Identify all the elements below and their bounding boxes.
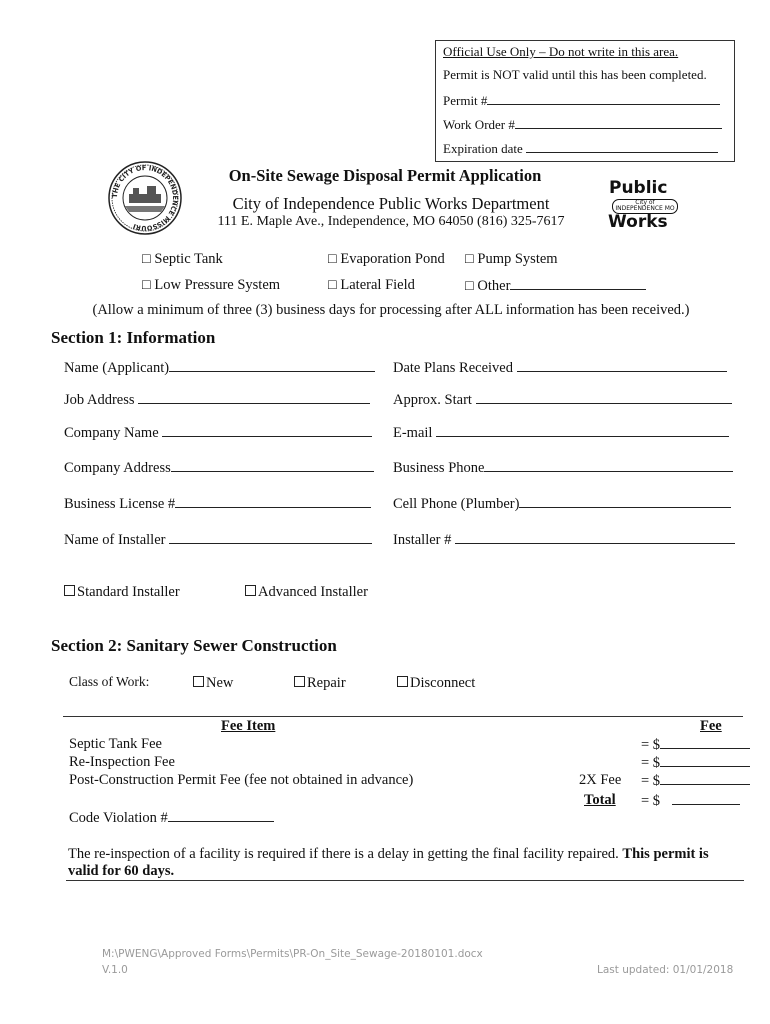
septic-fee-row [641, 736, 750, 754]
validity-notice-bold2: valid for 60 days. [68, 863, 175, 879]
company-name-row [64, 424, 372, 442]
installer-number-row [393, 531, 735, 549]
date-plans-field[interactable] [517, 359, 727, 372]
reinspection-fee-equals: = $ [641, 755, 661, 771]
septic-fee-label: Septic Tank Fee [69, 736, 162, 752]
business-phone-row [393, 459, 733, 477]
date-plans-row [393, 359, 727, 377]
company-name-field[interactable] [162, 424, 372, 437]
date-plans-label: Date Plans Received [393, 360, 513, 376]
footer-version: V.1.0 [102, 964, 128, 976]
name-applicant-field[interactable] [169, 359, 375, 372]
reinspection-notice: The re-inspection of a facility is required if there is a delay in getting the final facility repaired. [68, 846, 619, 862]
job-address-row [64, 391, 370, 409]
checkbox-evaporation-pond[interactable]: □ Evaporation Pond [328, 251, 445, 267]
job-address-label: Job Address [64, 392, 135, 408]
disconnect-label: Disconnect [410, 675, 476, 691]
work-order-row [443, 116, 722, 133]
approx-start-label: Approx. Start [393, 392, 472, 408]
email-row [393, 424, 729, 442]
repair-label: Repair [307, 675, 346, 691]
expiration-row [443, 140, 718, 157]
company-address-field[interactable] [171, 459, 374, 472]
post-construction-fee-field[interactable] [660, 772, 750, 785]
disconnect-box[interactable] [397, 676, 408, 687]
reinspection-fee-row [641, 754, 750, 772]
business-phone-field[interactable] [484, 459, 733, 472]
installer-name-row [64, 531, 372, 549]
reinspection-fee-field[interactable] [660, 754, 750, 767]
code-violation-field[interactable] [168, 809, 274, 822]
department-address: 111 E. Maple Ave., Independence, MO 64050 (816) 325-7617 [217, 214, 565, 229]
form-title: On-Site Sewage Disposal Permit Application [228, 166, 542, 185]
company-address-row [64, 459, 374, 477]
fee-header: Fee [700, 718, 722, 734]
section1-title: Section 1: Information [51, 328, 216, 347]
business-license-field[interactable] [175, 495, 371, 508]
evaporation-pond-label: Evaporation Pond [340, 251, 445, 267]
checkbox-disconnect[interactable] [397, 675, 475, 692]
cell-phone-field[interactable] [519, 495, 731, 508]
checkbox-new[interactable] [193, 675, 233, 692]
code-violation-row [69, 809, 274, 827]
work-order-field[interactable] [515, 116, 722, 129]
permit-number-label: Permit # [443, 93, 488, 108]
total-label: Total [584, 792, 616, 808]
checkbox-advanced-installer[interactable] [245, 584, 368, 601]
other-label: Other [477, 278, 511, 294]
email-field[interactable] [436, 424, 729, 437]
name-applicant-row [64, 359, 375, 377]
official-use-note: Permit is NOT valid until this has been completed. [443, 67, 707, 82]
post-construction-fee-equals: = $ [641, 773, 661, 789]
permit-number-field[interactable] [487, 92, 720, 105]
total-equals: = $ [641, 793, 661, 809]
installer-name-field[interactable] [169, 531, 372, 544]
checkbox-repair[interactable] [294, 675, 346, 692]
installer-name-label: Name of Installer [64, 532, 166, 548]
installer-number-field[interactable] [455, 531, 735, 544]
cell-phone-row [393, 495, 731, 513]
official-use-box [435, 40, 735, 162]
total-row [641, 792, 740, 810]
svg-text:THE CITY OF INDEPENDENCE MISSO: THE CITY OF INDEPENDENCE MISSOURI [110, 163, 180, 233]
processing-note: (Allow a minimum of three (3) business days for processing after ALL information has been received.) [92, 302, 690, 318]
septic-tank-label: Septic Tank [154, 251, 223, 267]
job-address-field[interactable] [138, 391, 370, 404]
cell-phone-label: Cell Phone (Plumber) [393, 496, 520, 512]
company-name-label: Company Name [64, 425, 159, 441]
logo-public-text: Public [609, 178, 668, 198]
reinspection-fee-label: Re-Inspection Fee [69, 754, 175, 770]
business-phone-label: Business Phone [393, 460, 485, 476]
lateral-field-label: Lateral Field [340, 277, 415, 293]
code-violation-label: Code Violation # [69, 810, 168, 826]
checkbox-pump-system[interactable]: □ Pump System [465, 251, 558, 267]
expiration-field[interactable] [526, 140, 718, 153]
footer-file-path: M:\PWENG\Approved Forms\Permits\PR-On_Site_Sewage-20180101.docx [102, 948, 483, 960]
new-label: New [206, 675, 234, 691]
standard-installer-label: Standard Installer [77, 584, 180, 600]
department-name: City of Independence Public Works Department [232, 194, 550, 213]
checkbox-lateral-field[interactable]: □ Lateral Field [328, 277, 415, 293]
logo-city-text: City of INDEPENDENCE MO [612, 199, 678, 214]
total-field[interactable] [672, 792, 740, 805]
company-address-label: Company Address [64, 460, 171, 476]
checkbox-other[interactable]: □ Other [465, 277, 646, 295]
approx-start-field[interactable] [476, 391, 732, 404]
validity-notice-line1 [68, 846, 709, 863]
footer-last-updated: Last updated: 01/01/2018 [597, 964, 734, 976]
checkbox-septic-tank[interactable]: □ Septic Tank [142, 251, 223, 267]
validity-notice-bold1: This permit is [622, 846, 709, 862]
installer-number-label: Installer # [393, 532, 452, 548]
advanced-installer-label: Advanced Installer [258, 584, 368, 600]
post-construction-fee-row [641, 772, 750, 790]
standard-installer-box[interactable] [64, 585, 75, 596]
business-license-label: Business License # [64, 496, 176, 512]
pump-system-label: Pump System [477, 251, 558, 267]
logo-works-text: Works [608, 212, 668, 232]
fee-item-header: Fee Item [221, 718, 276, 734]
fee-table-top-rule [63, 716, 743, 717]
section2-title: Section 2: Sanitary Sewer Construction [51, 636, 337, 655]
low-pressure-label: Low Pressure System [154, 277, 281, 293]
other-field[interactable] [510, 277, 646, 290]
checkbox-low-pressure[interactable]: □ Low Pressure System [142, 277, 281, 293]
expiration-label: Expiration date [443, 141, 523, 156]
permit-number-row [443, 92, 720, 109]
septic-fee-equals: = $ [641, 737, 661, 753]
new-box[interactable] [193, 676, 204, 687]
email-label: E-mail [393, 425, 433, 441]
repair-box[interactable] [294, 676, 305, 687]
public-works-logo [606, 178, 684, 232]
checkbox-standard-installer[interactable] [64, 584, 180, 601]
class-of-work-label: Class of Work: [69, 674, 150, 689]
approx-start-row [393, 391, 732, 409]
official-use-heading: Official Use Only – Do not write in this area. [443, 44, 679, 59]
two-x-fee-label: 2X Fee [579, 772, 622, 788]
advanced-installer-box[interactable] [245, 585, 256, 596]
septic-fee-field[interactable] [660, 736, 750, 749]
name-applicant-label: Name (Applicant) [64, 360, 170, 376]
business-license-row [64, 495, 371, 513]
work-order-label: Work Order # [443, 117, 515, 132]
notice-bottom-rule [66, 880, 744, 881]
post-construction-fee-label: Post-Construction Permit Fee (fee not obtained in advance) [69, 772, 414, 788]
